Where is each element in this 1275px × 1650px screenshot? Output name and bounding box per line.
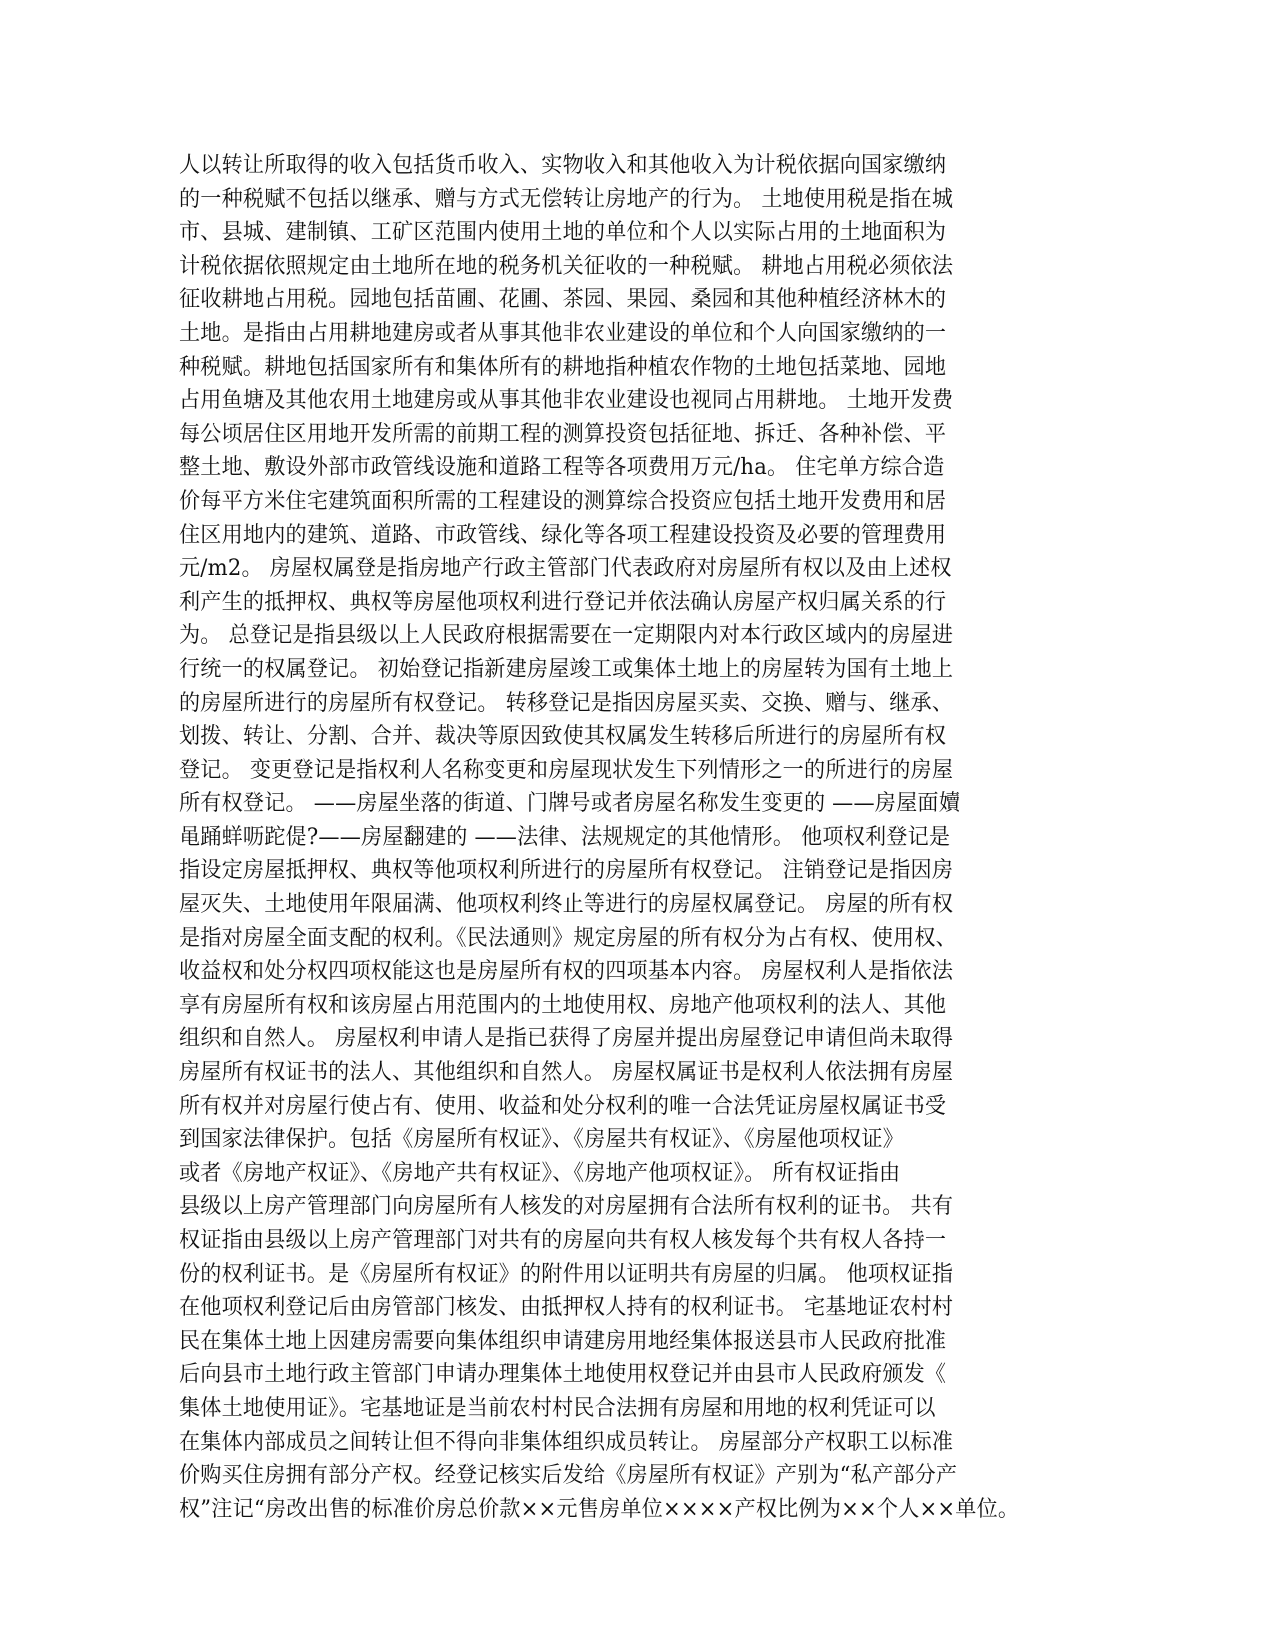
text-line: 在集体内部成员之间转让但不得向非集体组织成员转让。 房屋部分产权职工以标准: [179, 1429, 954, 1455]
body-text: [179, 149, 1079, 1526]
text-line: 登记。 变更登记是指权利人名称变更和房屋现状发生下列情形之一的所进行的房屋: [179, 757, 954, 783]
text-line: 到国家法律保护。包括《房屋所有权证》、《房屋共有权证》、《房屋他项权证》: [179, 1127, 904, 1153]
text-line: 是指对房屋全面支配的权利。《民法通则》规定房屋的所有权分为占有权、使用权、: [179, 925, 957, 951]
text-line: 利产生的抵押权、典权等房屋他项权利进行登记并依法确认房屋产权归属关系的行: [179, 589, 947, 615]
text-line: 行统一的权属登记。 初始登记指新建房屋竣工或集体土地上的房屋转为国有土地上: [179, 656, 954, 682]
text-line: 市、县城、建制镇、工矿区范围内使用土地的单位和个人以实际占用的土地面积为: [179, 220, 947, 246]
text-line: 价购买住房拥有部分产权。经登记核实后发给《房屋所有权证》产别为“私产部分产: [179, 1463, 958, 1489]
text-line: 或者《房地产权证》、《房地产共有权证》、《房地产他项权证》。 所有权证指由: [179, 1160, 901, 1186]
text-line: 房屋所有权证书的法人、其他组织和自然人。 房屋权属证书是权利人依法拥有房屋: [179, 1060, 954, 1086]
text-line: 所有权登记。 ——房屋坐落的街道、门牌号或者房屋名称发生变更的 ——房屋面嬻: [179, 791, 961, 817]
text-line: 集体土地使用证》。宅基地证是当前农村村民合法拥有房屋和用地的权利凭证可以: [179, 1395, 936, 1421]
text-line: 划拨、转让、分割、合并、裁决等原因致使其权属发生转移后所进行的房屋所有权: [179, 724, 947, 750]
text-line: 的一种税赋不包括以继承、赠与方式无偿转让房地产的行为。 土地使用税是指在城: [179, 186, 954, 212]
text-line: 每公顷居住区用地开发所需的前期工程的测算投资包括征地、拆迁、各种补偿、平: [179, 421, 947, 447]
text-line: 后向县市土地行政主管部门申请办理集体土地使用权登记并由县市人民政府颁发《: [179, 1362, 947, 1388]
text-line: 为。 总登记是指县级以上人民政府根据需要在一定期限内对本行政区域内的房屋进: [179, 623, 954, 649]
text-line: 整土地、敷设外部市政管线设施和道路工程等各项费用万元/ha。 住宅单方综合造: [179, 455, 945, 481]
text-line: 屋灭失、土地使用年限届满、他项权利终止等进行的房屋权属登记。 房屋的所有权: [179, 892, 954, 918]
text-line: 权”注记“房改出售的标准价房总价款××元售房单位××××产权比例为××个人××单位。: [179, 1496, 1020, 1522]
text-line: 所有权并对房屋行使占有、使用、收益和处分权利的唯一合法凭证房屋权属证书受: [179, 1093, 947, 1119]
text-line: 价每平方米住宅建筑面积所需的工程建设的测算综合投资应包括土地开发费用和居: [179, 488, 947, 514]
text-line: 征收耕地占用税。园地包括苗圃、花圃、茶园、果园、桑园和其他种植经济林木的: [179, 287, 947, 313]
text-line: 种税赋。耕地包括国家所有和集体所有的耕地指种植农作物的土地包括菜地、园地: [179, 354, 947, 380]
text-line: 元/m2。 房屋权属登是指房地产行政主管部门代表政府对房屋所有权以及由上述权: [179, 556, 952, 582]
text-line: 计税依据依照规定由土地所在地的税务机关征收的一种税赋。 耕地占用税必须依法: [179, 253, 954, 279]
text-line: 组织和自然人。 房屋权利申请人是指已获得了房屋并提出房屋登记申请但尚未取得: [179, 1026, 954, 1052]
text-line: 在他项权利登记后由房管部门核发、由抵押权人持有的权利证书。 宅基地证农村村: [179, 1295, 954, 1321]
text-line: 民在集体土地上因建房需要向集体组织申请建房用地经集体报送县市人民政府批准: [179, 1328, 947, 1354]
text-line: 享有房屋所有权和该房屋占用范围内的土地使用权、房地产他项权利的法人、其他: [179, 992, 947, 1018]
text-line: 的房屋所进行的房屋所有权登记。 转移登记是指因房屋买卖、交换、赠与、继承、: [179, 690, 954, 716]
text-line: 份的权利证书。是《房屋所有权证》的附件用以证明共有房屋的归属。 他项权证指: [179, 1261, 954, 1287]
text-line: 住区用地内的建筑、道路、市政管线、绿化等各项工程建设投资及必要的管理费用: [179, 522, 947, 548]
text-line: 县级以上房产管理部门向房屋所有人核发的对房屋拥有合法所有权利的证书。 共有: [179, 1194, 954, 1220]
text-line: 收益权和处分权四项权能这也是房屋所有权的四项基本内容。 房屋权利人是指依法: [179, 959, 954, 985]
text-line: 人以转让所取得的收入包括货币收入、实物收入和其他收入为计税依据向国家缴纳: [179, 153, 947, 178]
text-line: 占用鱼塘及其他农用土地建房或从事其他非农业建设也视同占用耕地。 土地开发费: [179, 388, 954, 414]
text-line: 土地。是指由占用耕地建房或者从事其他非农业建设的单位和个人向国家缴纳的一: [179, 320, 947, 346]
text-line: 黾踊蛘呖跎偍?——房屋翻建的 ——法律、法规规定的其他情形。 他项权利登记是: [179, 824, 951, 850]
text-line: 指设定房屋抵押权、典权等他项权利所进行的房屋所有权登记。 注销登记是指因房: [179, 858, 954, 884]
text-line: 权证指由县级以上房产管理部门对共有的房屋向共有权人核发每个共有权人各持一: [179, 1228, 947, 1253]
